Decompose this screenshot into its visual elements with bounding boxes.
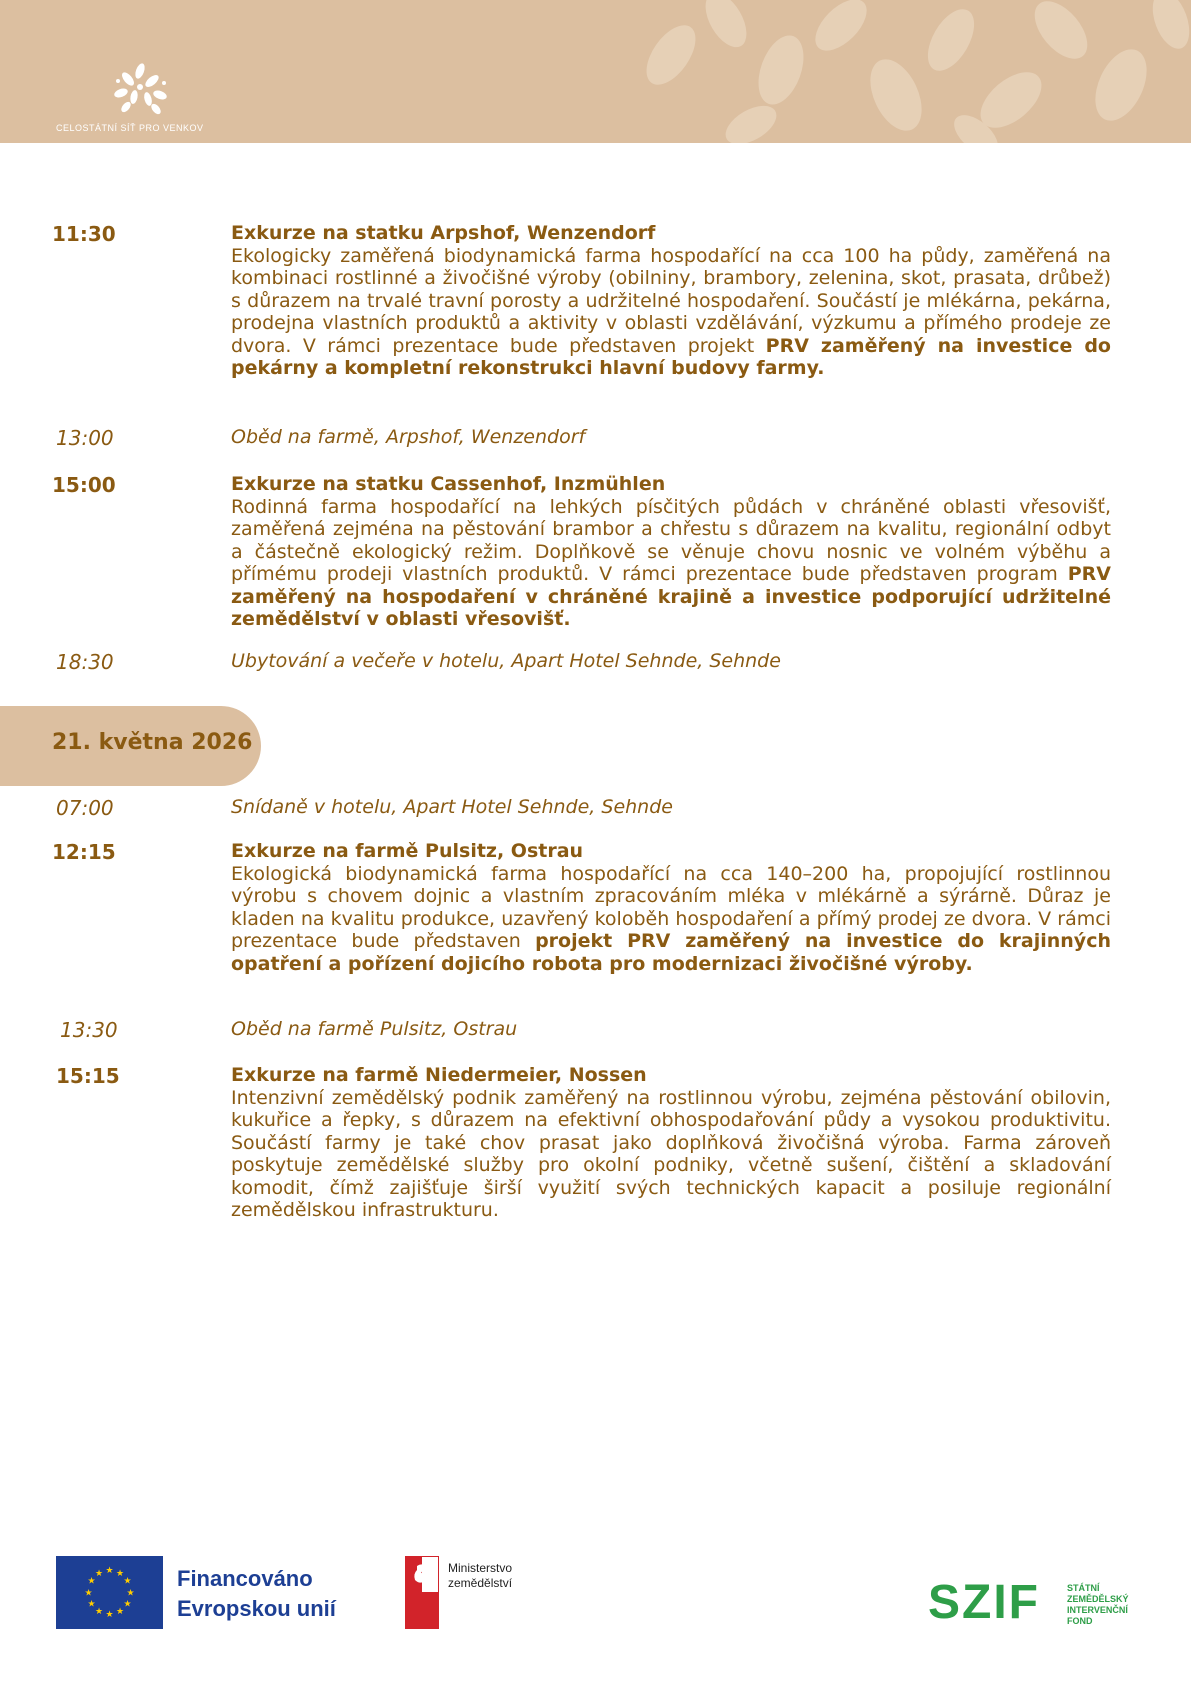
decorative-leaves — [631, 0, 1191, 143]
entry-time: 13:00 — [56, 426, 114, 450]
entry-time: 07:00 — [56, 796, 114, 820]
entry-content — [231, 473, 1111, 631]
svg-text:★: ★ — [87, 1576, 96, 1587]
eu-line-2: Evropskou unií — [177, 1596, 336, 1621]
entry-content — [231, 222, 1111, 380]
entry-title: Exkurze na statku Arpshof, Wenzendorf — [231, 222, 656, 244]
mze-line-2: zemědělství — [448, 1576, 513, 1590]
entry-desc-highlight: PRV zaměřený na investice do pekárny a kompletní rekonstrukci hlavní budovy farmy. — [231, 334, 1111, 379]
entry-title: Exkurze na farmě Niedermeier, Nossen — [231, 1064, 647, 1086]
entry-line: Snídaně v hotelu, Apart Hotel Sehnde, Sehnde — [231, 796, 673, 818]
eu-flag-icon — [56, 1556, 163, 1629]
eu-line-1: Financováno — [177, 1566, 313, 1591]
entry-line: Oběd na farmě, Arpshof, Wenzendorf — [231, 426, 586, 448]
entry-desc-text: Ekologicky zaměřená biodynamická farma hospodařící na cca 100 ha půdy, zaměřená na kombinaci rostlinné a živočišné výroby (obilniny, brambory, zelenina, skot, prasata, drůbež) s důrazem na trvalé travní porosty a udržitelné hospodaření. Součástí je mlékárna, pekárna, prodejna vlastních produktů a aktivity v oblasti vzdělávání, výzkumu a přímého prodeje ze dvora. V rámci prezentace bude představen projekt — [231, 244, 1111, 357]
entry-desc-highlight: PRV zaměřený na hospodaření v chráněné krajině a investice podporující udržitelné zemědělství v oblasti vřesovišť. — [231, 563, 1111, 630]
entry-time: 18:30 — [56, 650, 114, 674]
entry-description — [231, 245, 1111, 380]
svg-text:★: ★ — [105, 1610, 114, 1620]
svg-text:★: ★ — [126, 1588, 135, 1599]
svg-text:★: ★ — [87, 1599, 96, 1610]
svg-text:★: ★ — [94, 1569, 104, 1579]
entry-desc-text: Ekologická biodynamická farma hospodařící na cca 140–200 ha, propojující rostlinnou výrobu s chovem dojnic a vlastním zpracováním mléka v mlékárně a sýrárně. Důraz je kladen na kvalitu produkce, uzavřený koloběh hospodaření a přímý prodej ze dvora. V rámci prezentace bude představen — [231, 862, 1111, 952]
ministry-text — [448, 1561, 512, 1591]
szif-line-4: FOND — [1067, 1616, 1093, 1626]
szif-line-1: STÁTNÍ — [1067, 1583, 1100, 1593]
szif-line-2: ZEMĚDĚLSKÝ — [1067, 1594, 1129, 1604]
svg-text:★: ★ — [123, 1576, 132, 1587]
entry-desc-text: Rodinná farma hospodařící na lehkých písčitých půdách v chráněné oblasti vřesovišť, zaměřená zejména na pěstování brambor a chřestu s důrazem na kvalitu, regionální odbyt a částečně ekologický režim. Doplňkově se věnuje chovu nosnic ve volném výběhu a přímému prodeji vlastních produktů. V rámci prezentace bude představen program — [231, 495, 1111, 585]
entry-description — [231, 1087, 1111, 1222]
svg-text:★: ★ — [123, 1599, 132, 1610]
entry-time: 11:30 — [52, 222, 116, 246]
entry-time: 12:15 — [52, 840, 116, 864]
entry-line: Ubytování a večeře v hotelu, Apart Hotel Sehnde, Sehnde — [231, 650, 781, 672]
entry-desc-highlight: projekt PRV zaměřený na investice do krajinných opatření a pořízení dojicího robota pro modernizaci živočišné výroby. — [231, 930, 1111, 975]
szif-line-3: INTERVENČNÍ — [1067, 1605, 1128, 1615]
entry-description — [231, 863, 1111, 976]
entry-content — [231, 1064, 1111, 1222]
entry-title: Exkurze na statku Cassenhof, Inzmühlen — [231, 473, 666, 495]
entry-line: Oběd na farmě Pulsitz, Ostrau — [231, 1018, 518, 1040]
entry-description — [231, 496, 1111, 631]
network-logo-icon — [56, 54, 206, 134]
ministry-emblem-icon — [405, 1556, 439, 1629]
entry-desc-text: Intenzivní zemědělský podnik zaměřený na rostlinnou výrobu, zejména pěstování obilovin, kukuřice a řepky, s důrazem na efektivní obhospodařování půdy a vysokou produktivitu. Součástí farmy je také chov prasat jako doplňková živočišná výroba. Farma zároveň poskytuje zemědělské služby pro okolní podniky, včetně sušení, čištění a skladování komodit, čímž zajišťuje širší využití svých technických kapacit a posiluje regionální zemědělskou infrastrukturu. — [231, 1086, 1111, 1221]
svg-text:★: ★ — [94, 1607, 104, 1617]
svg-text:★: ★ — [115, 1607, 125, 1617]
szif-logo: SZIF — [928, 1576, 1040, 1629]
eu-funding-text — [177, 1564, 336, 1624]
svg-text:★: ★ — [115, 1569, 125, 1579]
entry-content — [231, 840, 1111, 975]
entry-time: 15:15 — [56, 1064, 120, 1088]
svg-text:★: ★ — [105, 1566, 114, 1576]
page-header — [0, 0, 1191, 143]
mze-line-1: Ministerstvo — [448, 1561, 513, 1575]
org-name: CELOSTÁTNÍ SÍŤ PRO VENKOV — [56, 123, 204, 133]
day-label: 21. května 2026 — [52, 730, 253, 755]
entry-time: 13:30 — [60, 1018, 118, 1042]
svg-text:★: ★ — [84, 1588, 93, 1599]
szif-text — [1067, 1583, 1129, 1627]
entry-title: Exkurze na farmě Pulsitz, Ostrau — [231, 840, 584, 862]
entry-time: 15:00 — [52, 473, 116, 497]
